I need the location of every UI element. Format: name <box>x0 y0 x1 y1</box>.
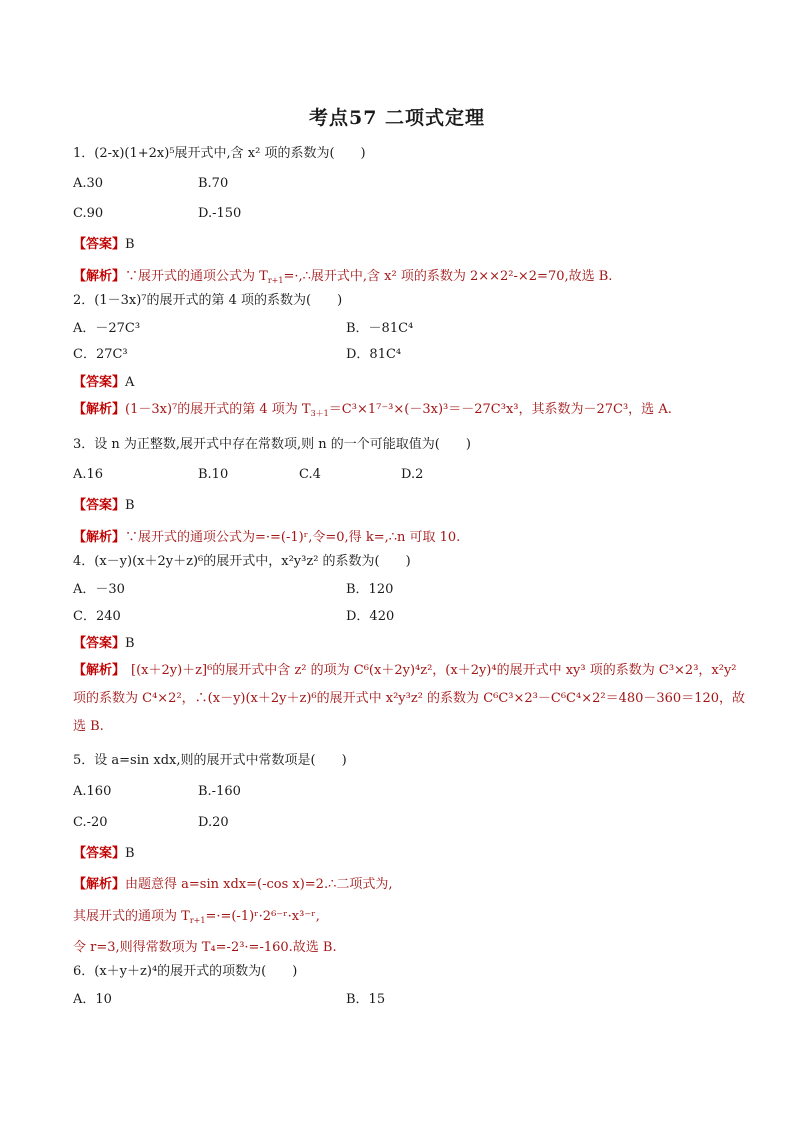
q4-answer-value: B <box>125 636 135 651</box>
question-4-stem: 4．(x－y)(x＋2y＋z)⁶的展开式中，x²y³z² 的系数为( ) <box>73 554 411 569</box>
q3-option-a: A.16 <box>73 467 104 482</box>
q5-option-a: A.160 <box>73 784 112 799</box>
answer-label: 【答案】 <box>73 498 126 513</box>
q1-option-b: B.70 <box>198 176 229 191</box>
answer-label: 【答案】 <box>73 636 126 651</box>
answer-label: 【答案】 <box>73 375 126 390</box>
q1-analysis <box>73 268 612 290</box>
q6-option-a: A．10 <box>73 992 112 1007</box>
analysis-label: 【解析】 <box>73 663 126 678</box>
question-6-stem: 6．(x＋y＋z)⁴的展开式的项数为( ) <box>73 964 298 979</box>
q3-option-c: C.4 <box>299 467 321 482</box>
q4-analysis-line-3: 选 B. <box>73 719 104 734</box>
question-5-stem: 5．设 a=sin xdx,则的展开式中常数项是( ) <box>73 753 347 768</box>
q5-option-b: B.-160 <box>198 784 241 799</box>
analysis-label: 【解析】 <box>73 402 126 417</box>
analysis-label: 【解析】 <box>73 877 126 892</box>
question-3-stem: 3．设 n 为正整数,展开式中存在常数项,则 n 的一个可能取值为( ) <box>73 437 471 452</box>
q5-analysis-line-2 <box>73 908 320 930</box>
q6-option-b: B．15 <box>346 992 386 1007</box>
answer-label: 【答案】 <box>73 237 126 252</box>
q5-option-d: D.20 <box>198 815 229 830</box>
q2-analysis-rest: ＝C³×1⁷⁻³×(－3x)³＝－27C³x³，其系数为－27C³，选 A. <box>328 402 672 417</box>
q1-option-a: A.30 <box>73 176 104 191</box>
q4-analysis-line-2: 项的系数为 C⁴×2²，∴(x－y)(x＋2y＋z)⁶的展开式中 x²y³z² 的系数为 C⁶C³×2³－C⁶C⁴×2²＝480－360＝120，故 <box>73 691 746 706</box>
q5-analysis-line-3: 令 r=3,则得常数项为 T₄=-2³·=-160.故选 B. <box>73 940 337 955</box>
q2-option-a: A．－27C³ <box>73 321 141 336</box>
q5-analysis-text-1: 由题意得 a=sin xdx=(-cos x)=2.∴二项式为, <box>125 877 393 892</box>
q1-analysis-rest: =·,∴展开式中,含 x² 项的系数为 2××2²-×2=70,故选 B. <box>283 269 613 284</box>
q2-option-b: B．－81C⁴ <box>346 321 414 336</box>
q2-option-d: D．81C⁴ <box>346 347 402 362</box>
analysis-label: 【解析】 <box>73 269 126 284</box>
q4-analysis-line-1 <box>73 662 737 680</box>
q4-answer <box>73 635 135 653</box>
q5-analysis-sub: r+1 <box>189 916 206 925</box>
q2-answer-value: A <box>125 375 135 390</box>
q4-option-d: D．420 <box>346 609 395 624</box>
q3-analysis-text: ∵展开式的通项公式为=·=(-1)ʳ,令=0,得 k=,∴n 可取 10. <box>125 530 461 545</box>
q5-analysis-text-2: 其展开式的通项为 T <box>73 909 190 924</box>
q1-option-d: D.-150 <box>198 206 242 221</box>
q4-option-c: C．240 <box>73 609 121 624</box>
q1-option-c: C.90 <box>73 206 104 221</box>
q1-analysis-text: ∵展开式的通项公式为 T <box>125 269 268 284</box>
q3-option-d: D.2 <box>401 467 424 482</box>
q1-answer-value: B <box>125 237 135 252</box>
q1-analysis-sub: r+1 <box>267 276 284 285</box>
q2-analysis-sub: 3＋1 <box>310 409 329 418</box>
analysis-label: 【解析】 <box>73 530 126 545</box>
q5-answer <box>73 845 135 863</box>
q2-option-c: C．27C³ <box>73 347 128 362</box>
q2-analysis-text: (1－3x)⁷的展开式的第 4 项为 T <box>125 402 311 417</box>
page-title: 考点57 二项式定理 <box>308 107 486 129</box>
q3-option-b: B.10 <box>198 467 229 482</box>
q4-analysis-text-1: [(x＋2y)＋z]⁶的展开式中含 z² 的项为 C⁶(x＋2y)⁴z²，(x＋2y)⁴的展开式中 xy³ 项的系数为 C³×2³，x²y² <box>131 663 737 678</box>
q2-analysis <box>73 401 672 423</box>
q3-answer-value: B <box>125 498 135 513</box>
q4-option-a: A．－30 <box>73 582 125 597</box>
q3-answer <box>73 497 135 515</box>
question-2-stem: 2．(1－3x)⁷的展开式的第 4 项的系数为( ) <box>73 293 343 308</box>
answer-label: 【答案】 <box>73 846 126 861</box>
q3-analysis <box>73 529 460 547</box>
q5-option-c: C.-20 <box>73 815 108 830</box>
q5-answer-value: B <box>125 846 135 861</box>
q5-analysis-line-1 <box>73 876 392 894</box>
q4-option-b: B．120 <box>346 582 394 597</box>
question-1-stem: 1．(2-x)(1+2x)⁵展开式中,含 x² 项的系数为( ) <box>73 146 366 161</box>
q5-analysis-rest: =·=(-1)ʳ·2⁶⁻ʳ·x³⁻ʳ, <box>205 909 320 924</box>
q1-answer <box>73 236 135 254</box>
q2-answer <box>73 374 134 392</box>
